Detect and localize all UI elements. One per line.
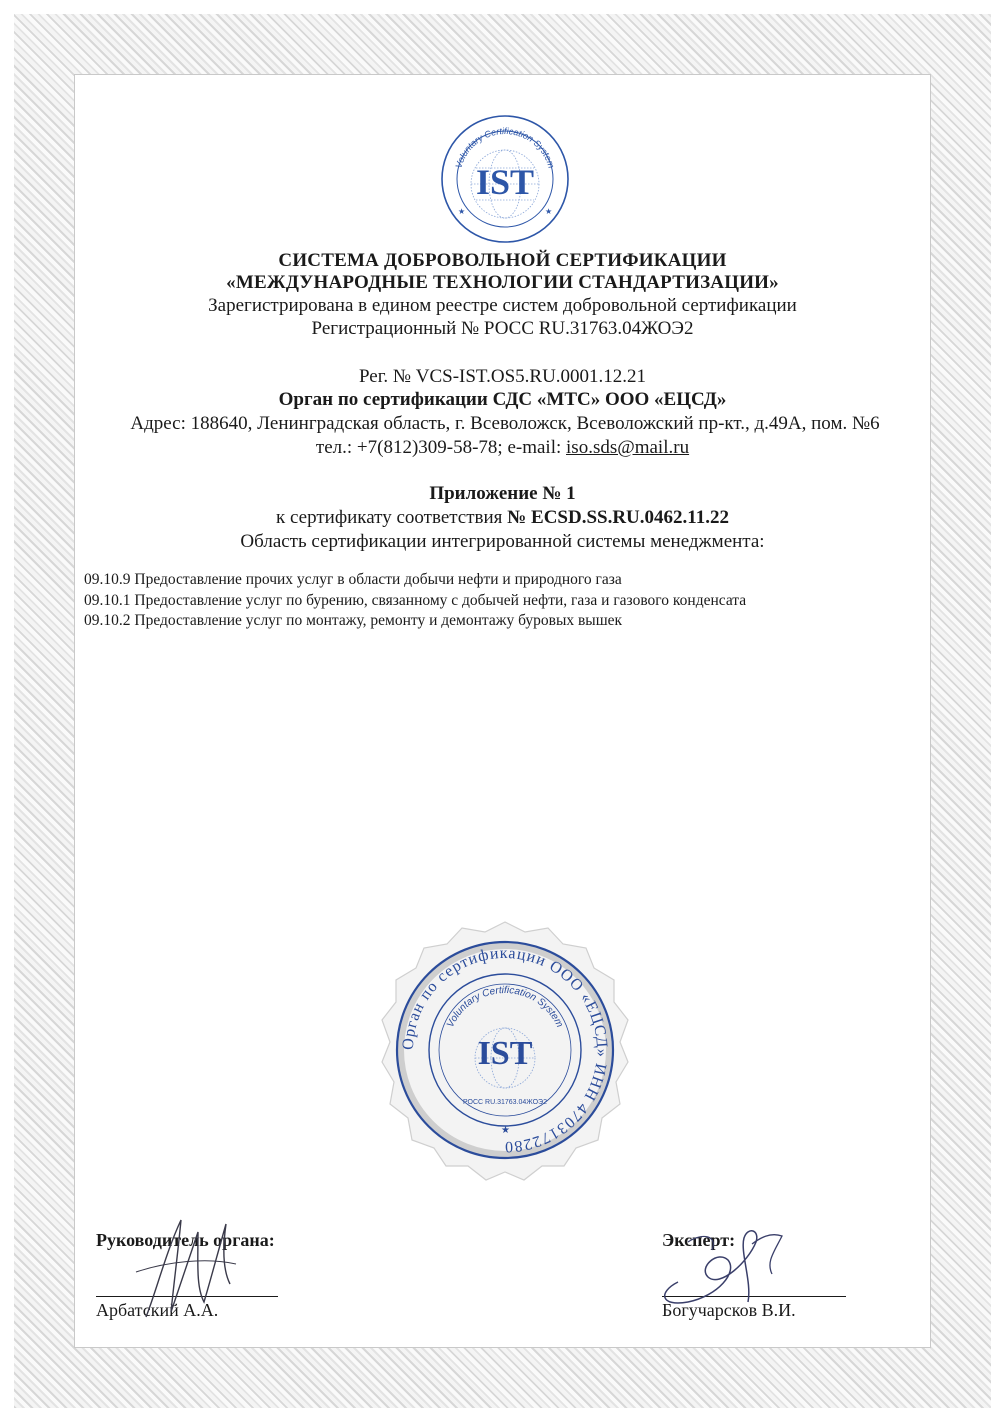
list-item: 09.10.1 Предоставление услуг по бурению, связанному с добычей нефти, газа и газового конденсата <box>84 591 747 609</box>
scope-title: Область сертификации интегрированной системы менеджмента: <box>240 531 765 552</box>
svg-text:★: ★ <box>545 207 553 216</box>
head-name: Арбатский А.А. <box>96 1300 219 1320</box>
body-contacts <box>80 437 925 459</box>
body-reg-number: Рег. № VCS-IST.OS5.RU.0001.12.21 <box>358 366 647 387</box>
email-link[interactable]: iso.sds@mail.ru <box>566 437 690 458</box>
logo-ring-text: Voluntary Certification System <box>453 125 557 170</box>
annex-cert-line <box>80 507 925 529</box>
list-item: 09.10.2 Предоставление услуг по монтажу, ремонту и демонтажу буровых вышек <box>84 612 623 629</box>
expert-name: Богучарсков В.И. <box>662 1300 796 1320</box>
body-phone: тел.: +7(812)309-58-78; e-mail: <box>315 437 567 458</box>
svg-text:★: ★ <box>501 1125 510 1136</box>
svg-text:★: ★ <box>458 207 466 216</box>
expert-signature <box>648 1222 798 1312</box>
header-line-3: Зарегистрирована в едином реестре систем добровольной сертификации <box>208 295 797 316</box>
ist-logo <box>438 112 572 246</box>
annex-title: Приложение № 1 <box>429 483 576 504</box>
header-line-1: СИСТЕМА ДОБРОВОЛЬНОЙ СЕРТИФИКАЦИИ <box>278 250 727 271</box>
body-name: Орган по сертификации СДС «МТС» ООО «ЕЦСД» <box>278 389 727 410</box>
header-line-4: Регистрационный № РОСС RU.31763.04ЖОЭ2 <box>311 318 694 339</box>
seal-brand-text: IST <box>477 1035 533 1072</box>
expert-label: Эксперт: <box>662 1230 736 1250</box>
body-address: Адрес: 188640, Ленинградская область, г. Всеволожск, Всеволожский пр-кт., д.49А, пом. №6 <box>130 413 880 434</box>
logo-brand-text: IST <box>475 162 535 202</box>
seal-reg-text: РОСС RU.31763.04ЖОЭ2 <box>463 1099 547 1106</box>
head-signature <box>126 1212 246 1322</box>
header-line-2: «МЕЖДУНАРОДНЫЕ ТЕХНОЛОГИИ СТАНДАРТИЗАЦИИ» <box>226 272 779 293</box>
annex-cert-number: № ECSD.SS.RU.0462.11.22 <box>507 507 729 528</box>
scope-list <box>84 570 924 632</box>
seal-inner-text: Voluntary Certification System <box>445 984 565 1030</box>
head-label: Руководитель органа: <box>96 1230 275 1250</box>
official-seal <box>330 910 680 1210</box>
annex-cert-prefix: к сертификату соответствия <box>276 507 508 528</box>
seal-outer-text: Орган по сертификации ООО «ЕЦСД» ИНН 4703172280 <box>399 944 611 1156</box>
list-item: 09.10.9 Предоставление прочих услуг в области добычи нефти и природного газа <box>84 571 622 588</box>
